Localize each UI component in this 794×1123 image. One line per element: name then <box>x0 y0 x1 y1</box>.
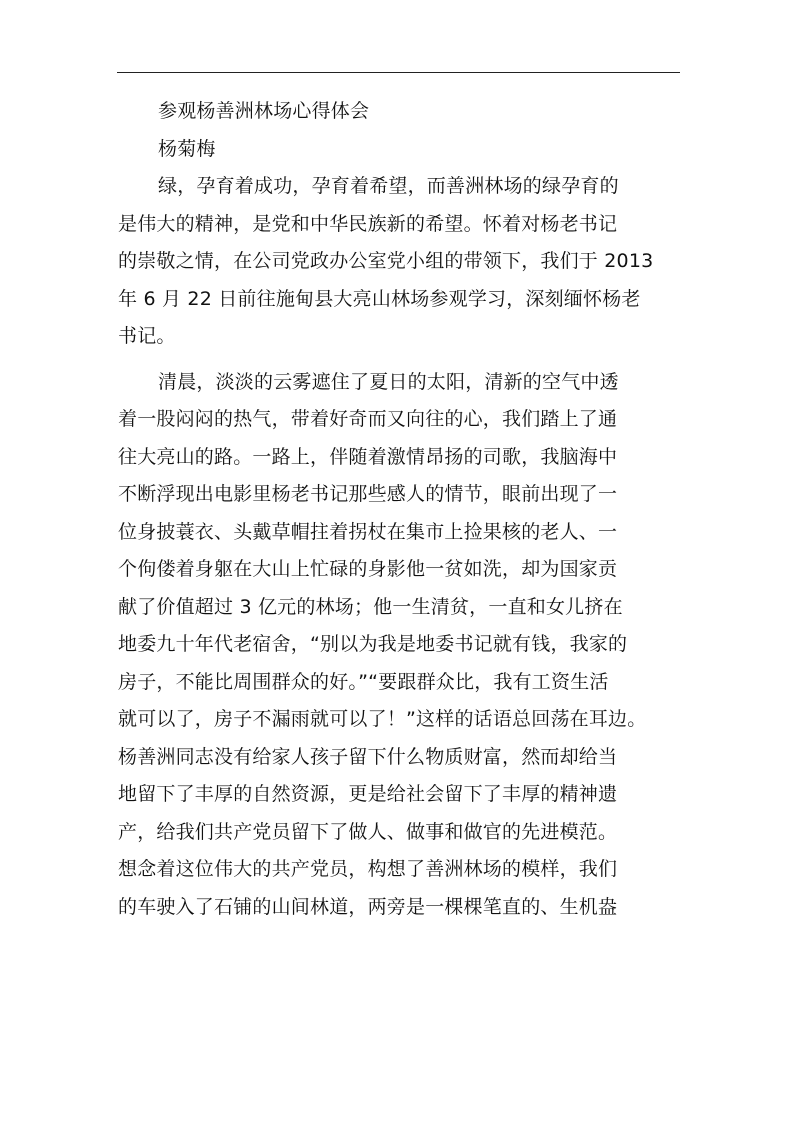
paragraph-2-line: 往大亮山的路。一路上，伴随着激情昂扬的司歌，我脑海中 <box>118 445 618 468</box>
paragraph-1-line: 的崇敬之情，在公司党政办公室党小组的带领下，我们于 2013 <box>118 250 654 272</box>
document-author: 杨菊梅 <box>158 137 216 160</box>
paragraph-1-line: 绿，孕育着成功，孕育着希望，而善洲林场的绿孕育的 <box>158 175 619 197</box>
paragraph-2 <box>118 364 678 927</box>
header-rule <box>117 72 680 73</box>
document-title: 参观杨善洲林场心得体会 <box>158 100 370 122</box>
paragraph-1-line: 年 6 月 22 日前往施甸县大亮山林场参观学习，深刻缅怀杨老 <box>118 287 641 310</box>
paragraph-2-line: 清晨，淡淡的云雾遮住了夏日的太阳，清新的空气中透 <box>158 370 619 393</box>
paragraph-1 <box>118 168 678 356</box>
paragraph-2-line: 位身披蓑衣、头戴草帽拄着拐杖在集市上捡果核的老人、一 <box>118 520 618 543</box>
paragraph-2-line: 的车驶入了石铺的山间林道，两旁是一棵棵笔直的、生机盎 <box>118 895 618 918</box>
paragraph-2-line: 就可以了，房子不漏雨就可以了！”这样的话语总回荡在耳边。 <box>118 708 647 730</box>
paragraph-2-line: 产，给我们共产党员留下了做人、做事和做官的先进模范。 <box>118 820 618 843</box>
paragraph-2-line: 房子，不能比周围群众的好。”“要跟群众比，我有工资生活 <box>118 670 609 693</box>
paragraph-2-line: 个佝偻着身躯在大山上忙碌的身影他一贫如洗，却为国家贡 <box>118 558 618 580</box>
paragraph-2-line: 地留下了丰厚的自然资源，更是给社会留下了丰厚的精神遗 <box>118 783 618 805</box>
document-body <box>118 93 678 926</box>
paragraph-2-line: 杨善洲同志没有给家人孩子留下什么物质财富，然而却给当 <box>118 745 618 768</box>
paragraph-2-line: 地委九十年代老宿舍，“别以为我是地委书记就有钱，我家的 <box>118 633 628 655</box>
paragraph-2-line: 献了价值超过 3 亿元的林场；他一生清贫，一直和女儿挤在 <box>118 595 623 618</box>
paragraph-gap <box>118 356 678 364</box>
paragraph-2-line: 不断浮现出电影里杨老书记那些感人的情节，眼前出现了一 <box>118 483 618 505</box>
paragraph-2-line: 想念着这位伟大的共产党员，构想了善洲林场的模样，我们 <box>118 858 618 880</box>
paragraph-1-line: 是伟大的精神，是党和中华民族新的希望。怀着对杨老书记 <box>118 212 618 235</box>
paragraph-1-line: 书记。 <box>118 325 176 347</box>
paragraph-2-line: 着一股闷闷的热气，带着好奇而又向往的心，我们踏上了通 <box>118 408 618 430</box>
